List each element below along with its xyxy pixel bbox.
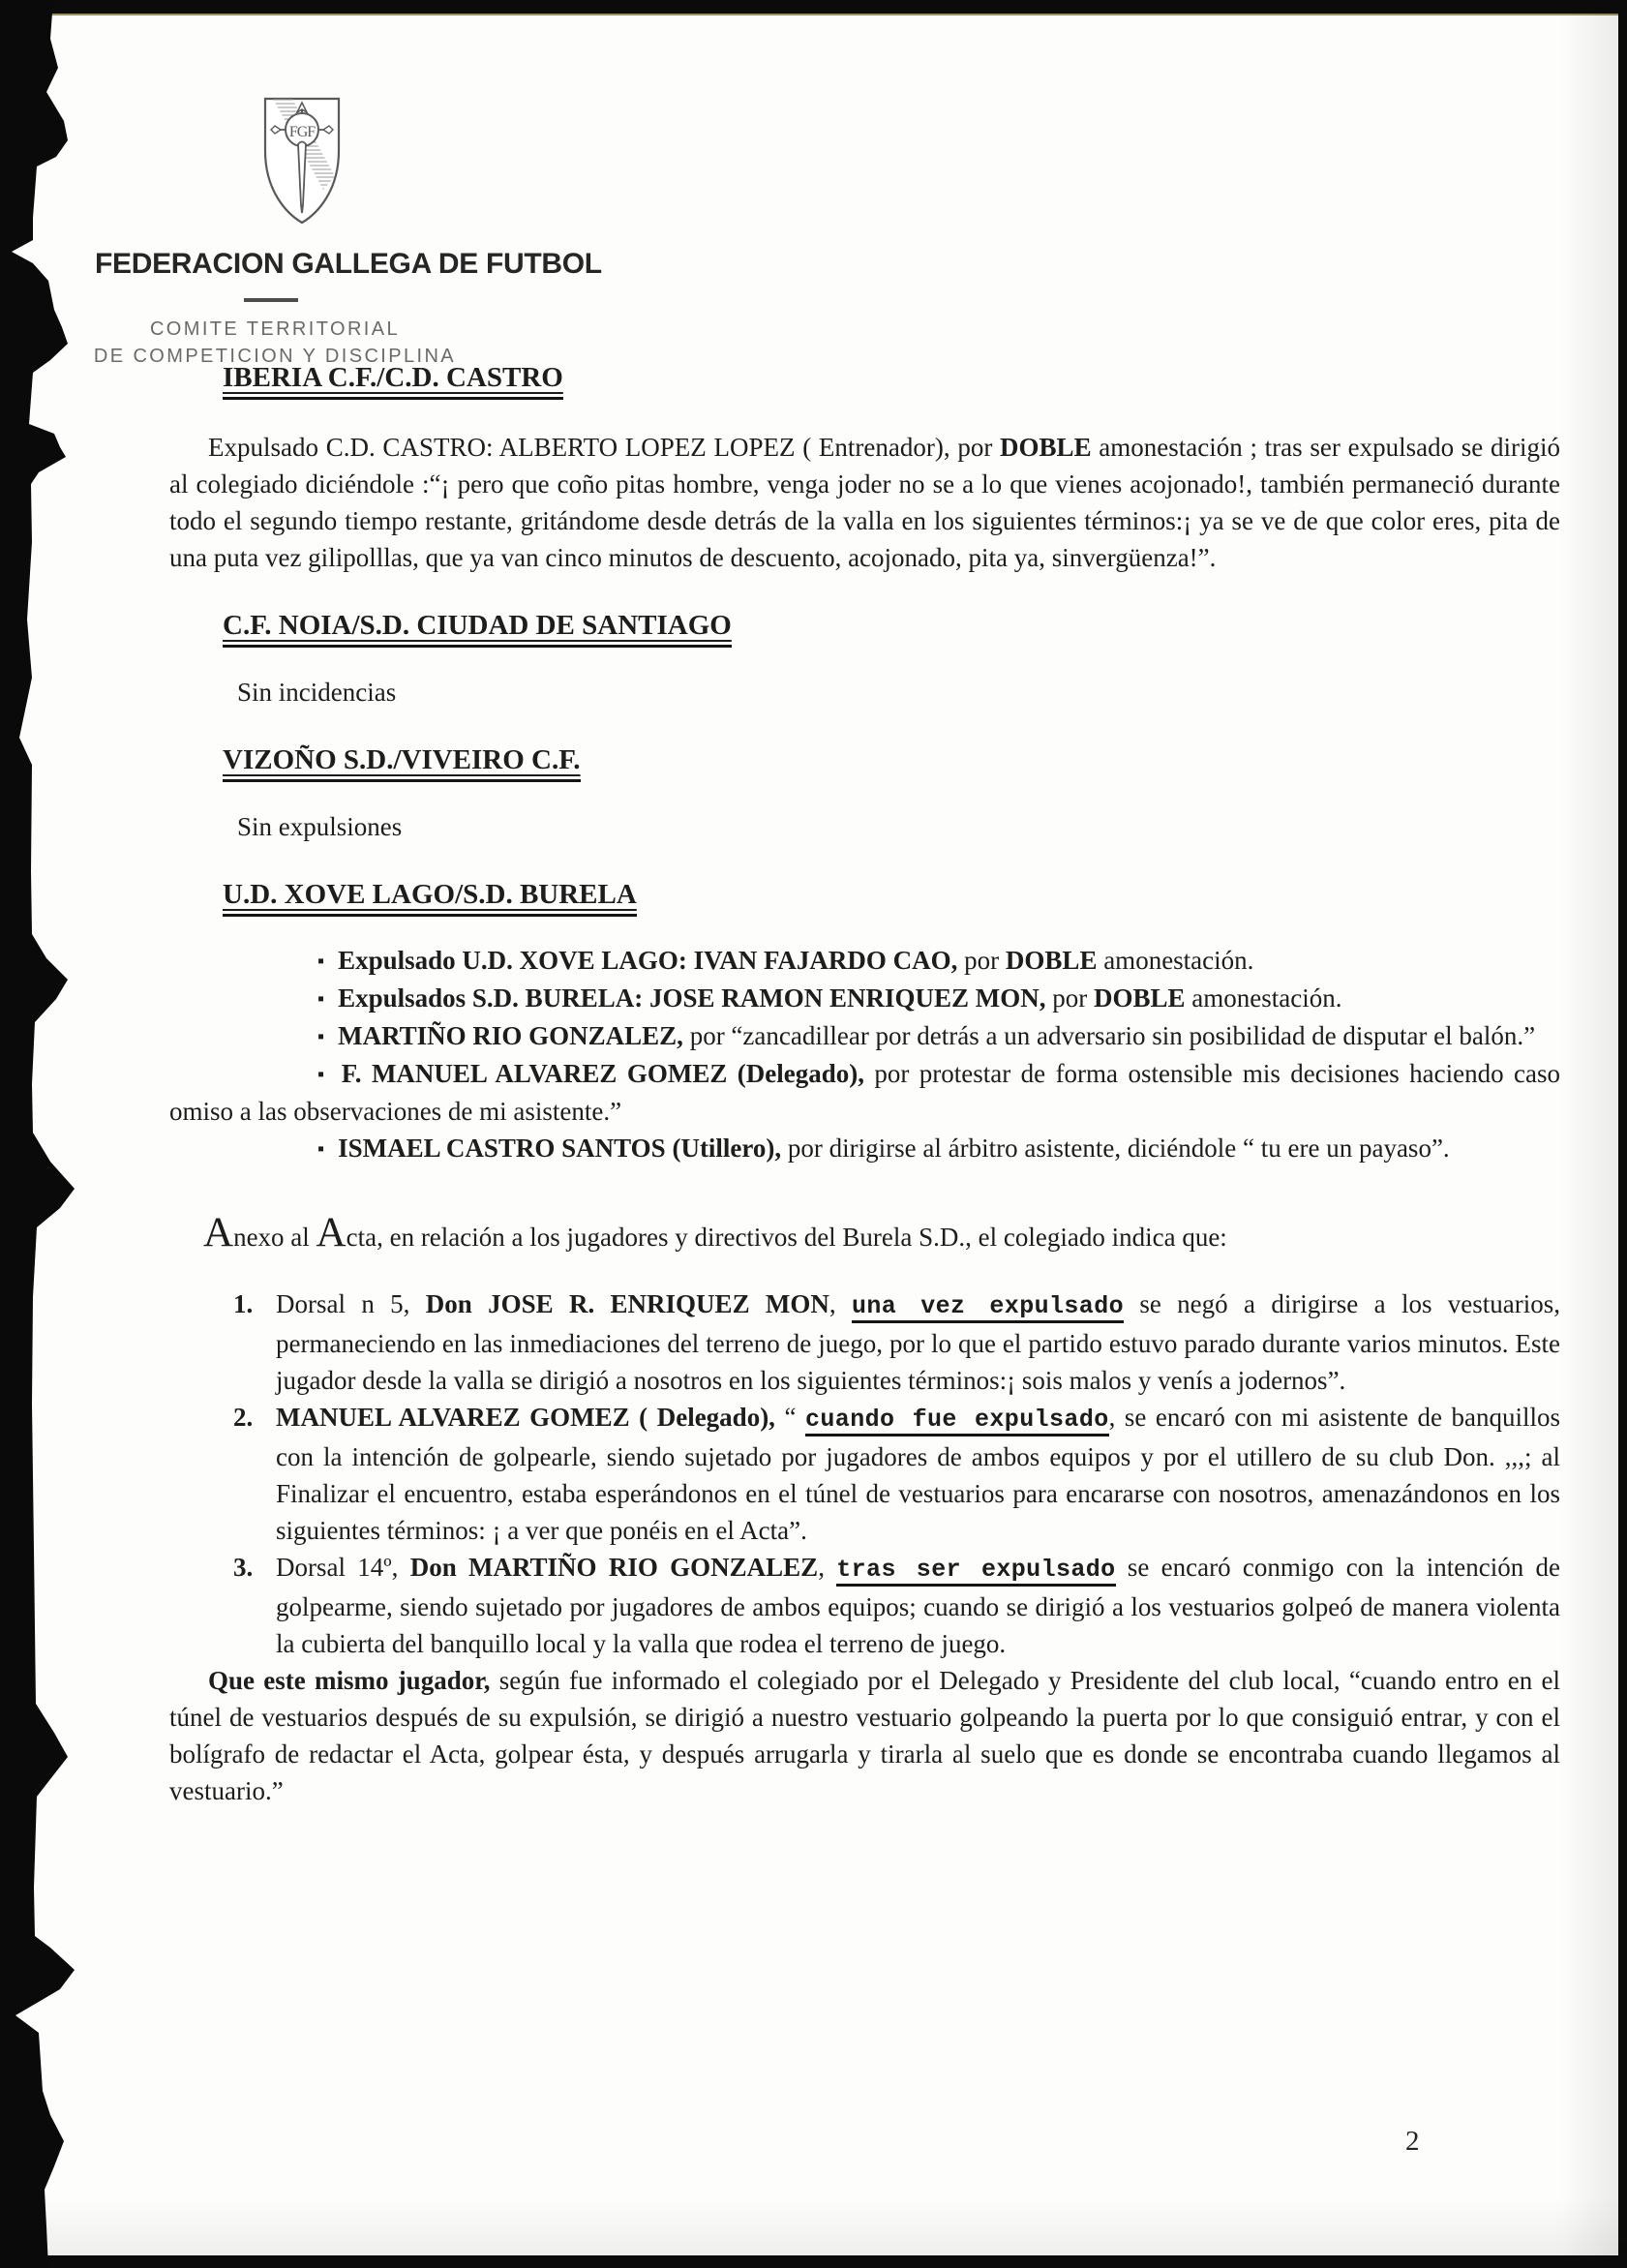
text-segment: DOBLE — [1093, 983, 1186, 1013]
text-segment: por “zancadillear por detrás a un adversario sin posibilidad de disputar el balón.” — [682, 1021, 1536, 1050]
committee-line-2: DE COMPETICION Y DISCIPLINA — [93, 346, 457, 367]
bullet-item — [169, 1055, 1560, 1130]
item-number: 1. — [233, 1289, 254, 1318]
text-segment: , se encaró con mi asistente de banquillos con la intención de golpearle, siendo sujetado por jugadores de ambos equipos y por el utillero de su club Don. ,,,; al Finalizar el encuentro, estaba esperándonos en el túnel de vestuarios para encararse con nosotros, amenazándonos en los siguientes términos: ¡ a ver que ponéis en el Acta”. — [276, 1403, 1560, 1545]
typewriter-phrase: tras ser expulsado — [836, 1556, 1115, 1587]
text-segment: se encaró conmigo con la intención de golpearme, siendo sujetado por jugadores de ambos equipos; cuando se dirigió a los vestuarios golpeó de manera violenta la cubierta del banquillo local y la valla que rodea el terreno de juego. — [276, 1553, 1561, 1658]
text-segment: ISMAEL CASTRO SANTOS (Utillero), — [338, 1134, 782, 1163]
page-number: 2 — [1405, 2126, 1420, 2157]
text-segment: amonestación. — [1185, 983, 1342, 1013]
organization-name: FEDERACION GALLEGA DE FUTBOL — [95, 248, 602, 280]
text-segment: Don JOSE R. ENRIQUEZ MON — [425, 1289, 829, 1318]
square-bullet-icon: ▪ — [317, 951, 325, 972]
match-heading-text: C.F. NOIA/S.D. CIUDAD DE SANTIAGO — [223, 609, 732, 648]
numbered-item — [169, 1549, 1560, 1662]
text-segment: , — [818, 1553, 837, 1582]
match-heading-text: VIZOÑO S.D./VIVEIRO C.F. — [223, 743, 581, 782]
text-segment: por — [1045, 983, 1094, 1013]
letterhead-divider — [244, 298, 298, 302]
scan-shadow-right — [1560, 14, 1618, 2255]
item-number: 3. — [233, 1553, 254, 1582]
scan-shadow-bottom — [0, 2197, 1627, 2255]
text-segment: Expulsados S.D. BURELA: JOSE RAMON ENRIQUEZ MON, — [338, 983, 1046, 1013]
committee-line-1: COMITE TERRITORIAL — [149, 318, 401, 340]
text-segment: Expulsado C.D. CASTRO: ALBERTO LOPEZ LOPEZ ( Entrenador), por — [208, 433, 1001, 462]
match-heading — [223, 878, 1560, 917]
text-segment: Que este mismo jugador, — [208, 1666, 491, 1695]
note-line: Sin expulsiones — [237, 812, 403, 841]
text-segment: cta, en relación a los jugadores y directivos del Burela S.D., el colegiado indica que: — [346, 1223, 1227, 1252]
match-heading — [223, 609, 1560, 648]
text-segment: amonestación. — [1097, 946, 1254, 975]
document-body — [169, 361, 1560, 1809]
text-segment: por — [957, 946, 1006, 975]
match-heading-text: IBERIA C.F./C.D. CASTRO — [223, 361, 563, 400]
text-segment: se negó a dirigirse a los vestuarios, permaneciendo en las inmediaciones del terreno de juego, por lo que el partido estuvo parado durante varios minutos. Este jugador desde la valla se dirigió a nosotros en los siguientes términos:¡ sois malos y venís a jodernos”. — [276, 1289, 1561, 1395]
square-bullet-icon: ▪ — [317, 1064, 328, 1085]
square-bullet-icon: ▪ — [317, 1026, 325, 1047]
scan-border-top — [0, 0, 1627, 15]
scan-border-right — [1618, 0, 1627, 2268]
square-bullet-icon: ▪ — [317, 1138, 325, 1160]
text-segment: MARTIÑO RIO GONZALEZ, — [338, 1021, 683, 1050]
text-segment: , — [829, 1289, 852, 1318]
numbered-item — [169, 1399, 1560, 1549]
text-segment: según fue informado el colegiado por el Delegado y Presidente del club local, “cuando entro en el túnel de vestuarios después de su expulsión, se dirigió a nuestro vestuario golpeando la puerta por lo que consiguió entrar, y con el bolígrafo de redactar el Acta, golpear ésta, y después arrugarla y tirarla al suelo que es donde se encontraba cuando llegamos al vestuario.” — [169, 1666, 1560, 1805]
text-segment: amonestación ; tras ser expulsado se dirigió al colegiado diciéndole :“¡ pero que coño pitas hombre, venga joder no se a lo que vienes acojonado!, también permaneció durante todo el segundo tiempo restante, gritándome desde detrás de la valla en los siguientes términos:¡ ya se ve de que color eres, pita de una puta vez gilipolllas, que ya van cinco minutos de descuento, acojonado, pita ya, sinvergüenza!”. — [169, 433, 1560, 572]
body-paragraph — [169, 1662, 1560, 1809]
text-segment: MANUEL ALVAREZ GOMEZ ( Delegado), — [276, 1403, 775, 1432]
bullet-item — [169, 1130, 1560, 1167]
text-segment: por dirigirse al árbitro asistente, diciéndole “ tu ere un payaso”. — [781, 1134, 1450, 1163]
text-segment: Dorsal n 5, — [276, 1289, 426, 1318]
text-segment: DOBLE — [1005, 946, 1098, 975]
scan-border-bottom — [0, 2255, 1627, 2268]
item-number: 2. — [233, 1403, 254, 1432]
annex-lead-paragraph — [169, 1212, 1560, 1258]
text-segment: nexo al — [233, 1223, 316, 1252]
typewriter-phrase: una vez expulsado — [852, 1292, 1124, 1323]
match-heading — [223, 743, 1560, 782]
text-segment: F. MANUEL ALVAREZ GOMEZ (Delegado), — [341, 1059, 864, 1088]
text-segment: Dorsal 14º, — [276, 1553, 410, 1582]
text-segment: “ — [774, 1403, 805, 1432]
body-paragraph — [169, 429, 1560, 576]
text-segment: DOBLE — [1000, 433, 1092, 462]
note-line: Sin incidencias — [237, 678, 397, 707]
text-segment: Don MARTIÑO RIO GONZALEZ — [409, 1553, 819, 1582]
text-segment: A — [203, 1210, 234, 1255]
square-bullet-icon: ▪ — [317, 988, 325, 1010]
bullet-item — [169, 942, 1560, 980]
match-heading — [223, 361, 1560, 400]
text-segment: A — [316, 1210, 346, 1255]
numbered-item — [169, 1285, 1560, 1399]
text-segment: Expulsado U.D. XOVE LAGO: IVAN FAJARDO CAO, — [338, 946, 958, 975]
bullet-item — [169, 1017, 1560, 1055]
match-heading-text: U.D. XOVE LAGO/S.D. BURELA — [223, 878, 637, 917]
fgf-crest-logo-icon — [257, 91, 346, 228]
text-segment: por protestar de forma ostensible mis decisiones haciendo caso omiso a las observaciones de mi asistente.” — [169, 1059, 1560, 1126]
crest-monogram: FGF — [288, 124, 316, 140]
bullet-item — [169, 980, 1560, 1017]
typewriter-phrase: cuando fue expulsado — [805, 1406, 1109, 1436]
